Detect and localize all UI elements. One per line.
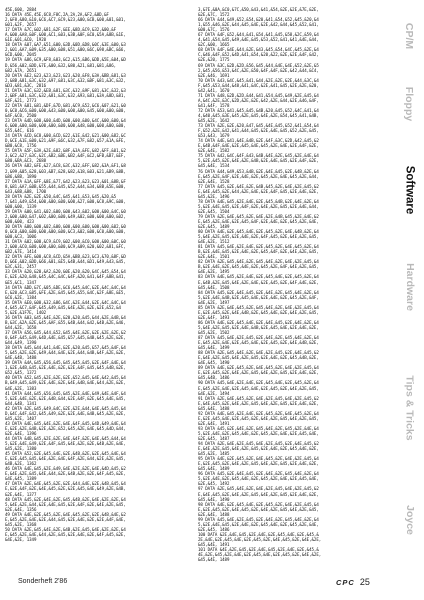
listing-line: 90 DATA &45,&4E,&2E,&4E,&2E,&45,&4E,&2E,&45,&2E,&4 — [198, 380, 319, 386]
listing-line: 69 DATA &3C,&2D,&2D,&56,&45,&44,&4E,&4E,&52,&2E,&5 — [198, 62, 319, 68]
listing-line: &4E,&2E, 1349 — [5, 536, 37, 542]
listing-line: B,&2E,&4E,&2E,&45,&4E,&2E,&45,&2E,&4F,&4E,&2E,&45, — [198, 264, 319, 270]
listing-line: 87 DATA &45,&4E,&2E,&45,&2E,&4E,&2E,&45,&4E,&2E,&4 — [198, 335, 319, 341]
listing-line: E,&2E,&45,&2E,&4E,&4B,&2E,&45,&4E,&2E,&4E,&2E,&45, — [198, 309, 319, 315]
listing-line: 25 DATA &5F,&3A,&2E,&82,&8F,&3A,&FE,&82,&FF,&01,&2 — [5, 148, 126, 154]
listing-line: 44 DATA &4B,&45,&2E,&2E,&4E,&4F,&2E,&4E,&45,&44,&4 — [5, 435, 126, 441]
listing-line: &00,&00, 423 — [5, 218, 34, 224]
listing-line: E,&4E,&2E,&45,&4E,&44,&2E,&4B,&2E,&2E,&4F,&45,&2E, — [5, 471, 126, 477]
listing-line: 35 DATA &E0,&00,&32,&86,&4C,&2E,&44,&2E,&4C,&4C,&4 — [5, 299, 126, 305]
listing-line: 67 DATA &4F,&52,&44,&41,&54,&41,&45,&58,&2C,&59,&4 — [198, 32, 319, 38]
listing-line: 6,&00,&00,&00,&00,&00,&00,&00,&48,&00,&00,&00,&00, — [5, 123, 126, 129]
listing-line: &82,&7A, 2651 — [5, 67, 37, 73]
listing-line: E,&2E,&45,&2E,&4E,&45,&2E,&4E,&2E,&45,&4E,&2E,&45, — [198, 506, 319, 512]
listing-line: E,&4B,&2E,&45,&4E,&2E,&4E,&2E,&45,&2E,&4F,&4E,&2E, — [198, 279, 319, 285]
listing-line: 50 DATA &2E,&45,&4E,&2E,&4B,&2E,&45,&4E,&2E,&2E,&4 — [5, 526, 126, 532]
listing-line: 38 DATA &45,&44,&41,&4E,&2E,&20,&45,&57,&45,&4F,&4 — [5, 345, 126, 351]
listing-line: 48 DATA &45,&2E,&4E,&2E,&45,&4B,&2E,&4E,&2E,&2E,&4 — [5, 496, 126, 502]
listing-line: 93 DATA &45,&2E,&4E,&2E,&45,&4E,&2E,&45,&2E,&4E,&4 — [198, 425, 319, 431]
tab-software-label: Software — [403, 165, 416, 215]
listing-line: &44,&4B, 1341 — [5, 400, 37, 406]
listing-line: 2,&00,&00,&47,&02,&00,&00,&49,&02,&00,&00,&00,&02, — [5, 213, 126, 219]
listing-line: E,&45,&2E,&4E,&2E,&45,&4F,&2E,&4E,&2E,&45,&2E,&4E, — [198, 218, 319, 224]
magazine-brand: CPC — [336, 577, 355, 587]
listing-line: E,&2E,&45,&4E,&2E,&45,&2E,&4E,&2E,&45,&4E,&2E,&45, — [198, 415, 319, 421]
listing-line: 32 DATA &FE,&00,&C8,&CD,&5A,&BB,&23,&C3,&70,&8F,&D — [5, 254, 126, 260]
listing-line: 4,&41,&54,&45,&49,&4E,&45,&53,&52,&41,&41,&4E,&44, — [198, 37, 319, 43]
listing-line: 97 DATA &2E,&45,&4E,&2E,&4E,&2E,&45,&4E,&2E,&45,&2 — [198, 486, 319, 492]
listing-line: 49 DATA &4E,&2E,&45,&2E,&4E,&45,&2E,&2E,&4B,&4E,&2 — [5, 511, 126, 517]
listing-line: &45,&2E, 1380 — [5, 446, 37, 452]
listing-line: 88 DATA &2E,&45,&4E,&2E,&4E,&2E,&45,&2E,&4E,&45,&2 — [198, 350, 319, 356]
listing-line: &42,&41, 1670 — [198, 87, 230, 93]
listing-line: 46 DATA &4E,&45,&2E,&49,&4E,&2E,&2E,&4E,&4D,&45,&2 — [5, 466, 126, 472]
listing-line: &2E,&4E, 1501 — [198, 254, 230, 260]
listing-line: E,&20,&C3,&85,&FE,&2E,&45,&45,&55,&4C,&2F,&8E,&E5, — [5, 289, 126, 295]
listing-line: 2E,&4E,&2E,&45,&4E,&2E,&45,&2E,&4E,&45,&2E,&4E,&2E, — [198, 536, 322, 542]
listing-line: 37 DATA &56,&45,&44,&52,&45,&4E,&2E,&2E,&2E,&2E,&2 — [5, 330, 126, 335]
listing-line: &45,&4E, 1489 — [198, 466, 230, 472]
listing-line: &55,&4C, 616 — [5, 128, 34, 134]
listing-column-left — [5, 7, 190, 572]
tab-hardware[interactable] — [395, 238, 424, 336]
tab-cpm-label: CP/M — [403, 22, 416, 50]
listing-line: &4B,&2E, 1362 — [5, 461, 37, 467]
listing-line: 45E,600, 2884 — [5, 7, 37, 12]
listing-line: D,&CE,&1E,&00,&21,&9F,&6C,&32,&7F,&82,&57,&1A,&FE, — [5, 138, 126, 144]
listing-line: 2,&01,&A7,&09,&35,&00,&08,&51,&00,&6C,&98,&BC,&66, — [5, 47, 126, 53]
listing-line: 20 DATA &E2,&23,&23,&23,&23,&20,&F8,&3A,&BB,&81,&3 — [5, 72, 126, 78]
listing-line: 5,&4E,&2E,&45,&2E,&4E,&2E,&4F,&45,&2E,&4E,&2E,&45, — [198, 234, 319, 240]
listing-line: &2E,&4E, 1491 — [198, 420, 230, 426]
listing-line: &2E,&4E, 1488 — [198, 511, 230, 517]
listing-line: &2E,&45, 1489 — [198, 224, 230, 230]
listing-column-right — [198, 7, 382, 572]
listing-line: &4E,&2E, 1512 — [198, 239, 230, 245]
listing-line: 0,&C0,&00,&00,&00,&00,&00,&C3,&02,&00,&C0,&00,&00, — [5, 229, 126, 235]
listing-line: D,&56,&02,&DD,&7E,&00,&32,&80,&21,&81,&81,&86, — [5, 62, 117, 68]
listing-line: 5,&2E,&1F7E, 1402 — [5, 309, 47, 315]
listing-line: 17 DATA &7C,&02,&81,&2F,&EE,&8D,&C9,&32,&00,&F — [5, 27, 117, 33]
listing-line: E,&2E,&45,&45,&4E,&2E,&4E,&4F,&2E,&44,&2E,&2E,&45, — [5, 456, 126, 462]
listing-line: &2E,&45, 1492 — [198, 481, 230, 487]
listing-line: E,&2E,&45,&2E,&4E,&2E,&45,&4E,&2E,&45,&2E,&4E,&2E, — [198, 370, 319, 376]
listing-line: 70 DATA &43,&4C,&45,&41,&44,&2E,&2E,&2E,&44,&3C,&4 — [198, 77, 319, 83]
listing-line: 76 DATA &44,&49,&53,&4B,&2E,&4E,&45,&2E,&4B,&2E,&4 — [198, 168, 319, 174]
listing-line: E,&4B,&4F,&4E,&2E,&45,&4E,&45,&2E,&4E,&2E,&4F,&2E, — [198, 143, 319, 149]
listing-line: &4E,&2E, 1494 — [198, 390, 230, 396]
tab-floppy[interactable] — [395, 66, 424, 142]
listing-line: 23 DATA &4D,&00,&00,&4D,&00,&00,&00,&4C,&00,&00,&4 — [5, 118, 126, 124]
listing-line: E,&4E,&2E,&45,&4E,&2E,&45,&2E,&4E,&2E,&45,&4B,&2E, — [198, 355, 319, 361]
listing-line: &4E,&45, 1389 — [5, 476, 37, 482]
listing-line: &E5,&C1, 1347 — [5, 279, 37, 285]
listing-line: &44,&49, 1390 — [5, 340, 37, 346]
tab-hardware-label: Hardware — [403, 263, 416, 311]
listing-line: E,&2E,&20,&48,&45,&4C,&4C,&4F,&20,&41,&4F,&8B,&41, — [5, 274, 126, 280]
tab-cpm[interactable] — [395, 8, 424, 64]
listing-line: F,&52,&2E,&42,&41,&44,&45,&2E,&4E,&45,&52,&2E,&45, — [198, 128, 319, 134]
listing-line: 5,&2E,&45,&2E,&4E,&2E,&4B,&2E,&4E,&45,&2E,&4F,&2E, — [198, 158, 319, 164]
listing-line: E,&45,&2E,&4E,&2E,&45,&4E,&2E,&45,&2E,&4E,&2E,&45, — [198, 385, 319, 391]
listing-line: &2E,&4E, 1377 — [5, 491, 37, 497]
listing-line: 83 DATA &4E,&45,&2E,&4E,&2E,&45,&4E,&2E,&45,&2E,&4 — [198, 274, 319, 280]
page-footer — [336, 577, 370, 587]
listing-line: 4E,&2E,&45,&2E,&4E,&2E,&45,&4E,&2E,&45,&2E,&4E,&2E, — [198, 552, 322, 558]
listing-line: &43,&8B,&88, 1700 — [5, 188, 47, 194]
listing-line: &2E,&45, 1504 — [198, 208, 230, 214]
listing-line: &4F,&21, 2773 — [5, 97, 37, 103]
listing-line: &2E,&4F, 1493 — [198, 314, 230, 320]
listing-line: &4E,&2E, 1383 — [5, 385, 37, 391]
listing-line: D,&6E,&02,&DD,&66,&01,&E5,&4B,&44,&D1,&49,&43,&45, — [5, 259, 126, 265]
page-number: 25 — [359, 577, 370, 587]
listing-line: 2,&BF,&81,&3C,&32,&81,&3C,&32,&93,&81,&3A,&8D,&81, — [5, 92, 126, 98]
listing-line: 39 DATA &4A,&45,&56,&45,&45,&45,&45,&2E,&4F,&4E,&4 — [5, 360, 126, 366]
listing-line: 74 DATA &4E,&41,&4E,&4B,&2E,&4F,&3C,&2D,&42,&45,&2 — [198, 138, 319, 144]
listing-line: &44,&2E, 1658 — [5, 324, 37, 330]
listing-line: &45,&4E, 1490 — [198, 496, 230, 502]
listing-line: 73 DATA &2E,&2E,&20,&47,&45,&4E,&45,&52,&41,&54,&4 — [198, 123, 319, 129]
listing-line: E,&4E,&2E,&45,&4E,&2E,&45,&2E,&4E,&2E,&45,&4E,&2E, — [198, 446, 319, 452]
listing-line: B,&3C,&2A,&2E,&45,&AF,&55,&4B,&44,&42,&4B,&2E,&46, — [5, 319, 126, 325]
listing-line: F,&45,&53,&44,&48,&41,&4C,&2E,&41,&45,&2E,&2E,&20, — [198, 82, 319, 88]
listing-line: 30 DATA &00,&00,&02,&00,&00,&00,&00,&00,&00,&02,&0 — [5, 224, 126, 230]
listing-line: &80,&BA,&C3, 2688 — [5, 158, 47, 164]
listing-line: 5,&4E,&2E,&45,&2E,&4E,&4B,&2E,&45,&4E,&2E,&4E,&2E, — [198, 324, 319, 330]
listing-line: &2E,&45, 1487 — [198, 435, 230, 441]
listing-line: B,&49,&45,&49,&2E,&4E,&2E,&4E,&4B,&4E,&44,&2E,&2E, — [5, 380, 126, 386]
listing-line: E,&2E,&2E,&4B,&2E,&2E,&52,&45,&2E,&4E,&45,&4D,&44, — [5, 425, 126, 431]
listing-line: 2,&99,&05,&28,&03,&B7,&28,&82,&18,&03,&21,&B9,&8B, — [5, 168, 126, 174]
listing-line: 78 DATA &4E,&45,&2E,&4E,&2E,&45,&4B,&2E,&4E,&2E,&4 — [198, 198, 319, 204]
listing-line: 18 DATA &07,&A7,&51,&00,&3D,&0D,&D8,&0C,&3E,&00,&3 — [5, 42, 126, 48]
listing-line: E,&2E,&45,&2E,&4E,&2E,&45,&4E,&2E,&45,&2E,&4E,&2E, — [198, 461, 319, 467]
listing-line: &2E,&45, 1486 — [198, 526, 230, 532]
listing-line: 21 DATA &3C,&32,&EB,&81,&3C,&32,&9F,&81,&3C,&32,&3 — [5, 87, 126, 93]
listing-line: &4E,&2E, 1495 — [198, 269, 230, 275]
listing-line: 2,&8B,&81,&3C,&32,&97,&81,&3C,&32,&BF,&81,&3C,&32, — [5, 77, 126, 83]
listing-line: 5,&2E,&4E,&2E,&45,&4E,&2E,&45,&2E,&4E,&2E,&45,&4E, — [198, 476, 319, 482]
listing-line: &2C,&00, 1665 — [198, 42, 230, 48]
listing-line: &45,&4E, 1508 — [198, 284, 230, 290]
issue-label: Sonderheft 2'86 — [18, 578, 68, 585]
listing-line: 94 DATA &2E,&4E,&2E,&45,&4E,&2E,&45,&2E,&4E,&45,&2 — [198, 441, 319, 447]
listing-line: &45,&4E, 1499 — [198, 345, 230, 351]
listing-line: B,&2E,&4E,&45,&2E,&4E,&2E,&45,&4F,&2E,&4E,&2E,&45, — [198, 249, 319, 255]
listing-line: 33 DATA &20,&20,&A2,&20,&0E,&20,&20,&4C,&45,&54,&4 — [5, 269, 126, 275]
listing-line: &45,&4B, 1486 — [198, 375, 230, 381]
tab-floppy-label: Floppy — [403, 86, 416, 122]
listing-line: E,&45,&2E,&4F,&2E,&4E,&2E,&45,&2E,&4E,&45,&2E,&44, — [198, 173, 319, 179]
listing-line: 2,&F8,&80,&10,&C6,&C7,&C9,&23,&00,&CB,&00,&01,&01, — [5, 17, 126, 23]
listing-line: 92 DATA &4E,&45,&2E,&4E,&2E,&45,&2E,&4E,&45,&2E,&4 — [198, 410, 319, 416]
listing-line: 101 DATA &4E,&2E,&45,&2E,&4E,&45,&2E,&4E,&2E,&45,& — [198, 547, 319, 553]
listing-line: 29 DATA &00,&41,&02,&00,&00,&43,&02,&00,&00,&4C,&0 — [5, 208, 126, 214]
tab-tips-tricks-label: Tips & Tricks — [403, 375, 416, 441]
listing-line: &00,&7C, 1576 — [198, 27, 230, 33]
tab-joyce-label: Joyce — [403, 505, 416, 535]
listing-line: 40 DATA &52,&45,&2E,&2E,&2E,&52,&45,&4E,&42,&45,&4 — [5, 375, 126, 381]
listing-line: 2,&45,&56,&53,&4C,&2E,&50,&4F,&4F,&2E,&42,&44,&C4, — [198, 67, 319, 73]
listing-line: 71 DATA &48,&2D,&2D,&44,&41,&54,&45,&49,&2E,&45,&4 — [198, 92, 319, 98]
listing-line: &53,&43, 1679 — [198, 133, 230, 139]
listing-line: 27 DATA &1A,&FF,&8E,&77,&42,&23,&23,&23,&01,&8B,&F — [5, 178, 126, 184]
listing-line: &00,&00, 1339 — [5, 203, 37, 209]
listing-line: &45,&4E, 1534 — [198, 163, 230, 169]
listing-line: &4F,&C0, 2500 — [5, 112, 37, 118]
listing-line: 81 DATA &45,&4E,&2E,&4E,&2E,&45,&2E,&4E,&45,&2E,&4 — [198, 244, 319, 250]
listing-line: 4,&45,&C7,&4F,&45,&49,&45,&4E,&2E,&2E,&2E,&52,&4 — [5, 304, 121, 310]
listing-line: 99 DATA &45,&4E,&2E,&45,&2E,&4E,&2E,&45,&4E,&2E,&4 — [198, 516, 319, 522]
listing-line: 36 DATA &03,&45,&4E,&2E,&20,&20,&45,&44,&2E,&4B,&4 — [5, 314, 126, 320]
listing-line: &4E,&4B, 1488 — [5, 355, 37, 361]
listing-line: &2E,&20, 1775 — [198, 57, 230, 63]
listing-line: 5,&45,&2E,&2E,&49,&44,&4E,&2E,&44,&4B,&4F,&2E,&2E, — [5, 350, 126, 356]
listing-line: 5,&2E,&4E,&2E,&2E,&4B,&44,&2E,&4F,&2E,&45,&4E,&45, — [5, 395, 126, 401]
listing-line: 75 DATA &42,&4C,&4F,&43,&4B,&4E,&2E,&45,&2E,&4E,&4 — [198, 153, 319, 159]
listing-line: A,&4C,&2E,&3C,&2D,&2E,&2E,&42,&2E,&44,&2E,&46,&4F, — [198, 97, 319, 103]
tab-software[interactable] — [395, 144, 424, 236]
listing-line: E,&2E,&4F,&2E,&4E,&45,&2E,&2E,&45,&4E,&49,&2E,&4B, — [5, 486, 126, 492]
listing-line: 24 DATA &CD,&C8,&00,&CD,&22,&1E,&42,&21,&00,&82,&C — [5, 133, 126, 139]
listing-line: &B0,&C8, 1756 — [5, 143, 37, 149]
listing-line: &2E,&46, 1691 — [198, 72, 230, 78]
listing-line: &4E,&45, 1490 — [198, 360, 230, 366]
listing-line: 3,&C2,&27,&3C,&2C,&B2,&BE,&B2,&4F,&C2,&FB,&B7,&EF, — [5, 153, 126, 159]
listing-line: 91 DATA &2E,&4E,&45,&2E,&4E,&2E,&45,&4E,&2E,&45,&2 — [198, 395, 319, 401]
listing-line: 77 DATA &45,&2E,&4E,&2E,&4B,&45,&2E,&4E,&2E,&45,&2 — [198, 183, 319, 189]
listing-line: 5,&2E,&4E,&45,&2E,&4E,&2E,&45,&4E,&2E,&45,&2E,&4E, — [198, 521, 319, 527]
listing-line: 31 DATA &02,&00,&C9,&C9,&02,&00,&C0,&00,&00,&0C,&0 — [5, 239, 126, 245]
listing-line: &2E,&4E, 1582 — [198, 148, 230, 154]
listing-line: 98 DATA &4E,&2E,&45,&4E,&2E,&45,&2E,&4E,&2E,&45,&4 — [198, 501, 319, 507]
listing-line: 79 DATA &2E,&4E,&45,&2E,&4E,&2E,&4B,&45,&2E,&4E,&2 — [198, 213, 319, 219]
listing-line: E,&4E,&45,&2E,&4E,&2E,&45,&4E,&2E,&45,&2E,&4E,&2E, — [198, 491, 319, 497]
listing-line: 2,&00,&C0,&00,&00,&00,&00,&C9,&09,&20,&02,&81,&FC, — [5, 244, 126, 250]
listing-line: 1,&2E,&4B,&45,&2E,&4E,&2E,&2E,&4F,&45,&45,&4B,&2E, — [5, 365, 126, 371]
listing-line: 26 DATA &82,&FE,&27,&C8,&3C,&32,&FF,&82,&3A,&F1,&8 — [5, 163, 126, 169]
listing-line: 47 DATA &2E,&4E,&45,&2E,&2E,&44,&4E,&2E,&4B,&45,&4 — [5, 481, 126, 487]
listing-line: 82 DATA &2E,&45,&4E,&2E,&45,&4E,&2E,&4E,&2E,&45,&4 — [198, 259, 319, 265]
listing-line: &45,&2E, 1485 — [198, 451, 230, 457]
listing-line: &41,&4F, 1578 — [198, 102, 230, 108]
listing-line: 7,&41,&49,&54,&00,&00,&00,&00,&27,&00,&C8,&9C,&00, — [5, 198, 126, 204]
listing-line: &45,&2E, 1368 — [5, 521, 37, 527]
listing-line: D,&4C,&4F,&42,&45,&49,&2E,&2E,&4E,&4B,&45,&2E,&2E, — [5, 410, 126, 416]
listing-line: &4E,&2E, 1497 — [198, 299, 230, 305]
tab-tips-tricks[interactable] — [395, 338, 424, 478]
listing-line: 3,&7E,&0A,&C0,&7C,&50,&43,&41,&54,&2E,&2E,&7E,&2E, — [198, 7, 319, 12]
listing-line: E,&4E,&45,&2E,&44,&2E,&4E,&2E,&4F,&45,&2E,&4E,&2E, — [198, 188, 319, 194]
listing-line: 80 DATA &4E,&2E,&45,&4E,&2E,&45,&2E,&4E,&4B,&2E,&4 — [198, 229, 319, 235]
listing-line: 0,&C0,&C6,&00,&00,&43,&00,&00,&00,&45,&00,&00,&00, — [5, 107, 126, 113]
listing-line: 41 DATA &44,&45,&56,&45,&45,&2E,&4E,&49,&4E,&4F,&4 — [5, 390, 126, 396]
listing-line: 89 DATA &4E,&2E,&45,&2E,&4E,&45,&2E,&4E,&2E,&45,&4 — [198, 365, 319, 371]
listing-line: 5,&2E,&4E,&45,&2E,&4F,&2E,&4E,&2E,&45,&2E,&4E,&44, — [198, 203, 319, 209]
listing-line: 19 DATA &86,&C9,&F8,&03,&C2,&15,&B6,&DD,&5E,&04,&D — [5, 57, 126, 63]
listing-line: &2E,&4E, 1356 — [5, 506, 37, 512]
listing-line: &00,&C3, 1006 — [5, 234, 37, 240]
listing-line: 5,&2E,&4E,&4B,&2E,&45,&4E,&2E,&4E,&2E,&45,&2E,&4F, — [198, 294, 319, 300]
listing-line: &3C,&31, 2457 — [5, 264, 37, 270]
listing-line: 85 DATA &2E,&4E,&45,&2E,&45,&4E,&2E,&4E,&2E,&45,&4 — [198, 304, 319, 310]
listing-line: 8,&81,&A7,&0B,&55,&44,&45,&52,&44,&34,&8B,&5E,&00, — [5, 183, 126, 189]
listing-line: &2E,&4E, 1528 — [198, 178, 230, 184]
listing-line: &45,&4E, 1491 — [198, 541, 230, 547]
listing-line: &1E,&01,&C0, 1920 — [5, 37, 47, 43]
listing-line: 72 DATA &53,&41,&45,&45,&4B,&20,&45,&52,&4C,&41,&4 — [198, 107, 319, 113]
listing-line: 45 DATA &52,&2E,&45,&4E,&2E,&4B,&2E,&2E,&45,&4E,&4 — [5, 451, 126, 457]
listing-line: &01,&2F, 2657 — [5, 22, 37, 28]
listing-line: 4,&40,&45,&3E,&45,&2E,&45,&4E,&2E,&54,&45,&41,&4B, — [198, 112, 319, 118]
listing-line: 100 DATA &2E,&4E,&45,&2E,&4E,&2E,&45,&4E,&2E,&45,& — [198, 531, 319, 537]
listing-line: C,&46,&4F,&52,&4D,&41,&54,&20,&22,&2E,&2E,&4F,&42, — [198, 52, 319, 58]
listing-line: 0,&4F,&45,&49,&4D,&4E,&45,&57,&45,&4B,&45,&2E,&2E, — [5, 335, 126, 341]
listing-line: 84 DATA &45,&2E,&4E,&45,&2E,&4E,&2E,&45,&4E,&2E,&4 — [198, 289, 319, 295]
tab-joyce[interactable] — [395, 480, 424, 560]
listing-line: 66 DATA &44,&49,&52,&54,&20,&41,&54,&52,&45,&20,&4 — [198, 17, 319, 23]
listing-line: 28 DATA &2E,&2E,&50,&4C,&45,&41,&53,&45,&20,&5 — [5, 193, 117, 199]
listing-line: &CD,&00, 2045 — [5, 52, 37, 58]
listing-line: 5,&2E,&4E,&2E,&45,&4E,&2E,&45,&2E,&4E,&2E,&45,&4E, — [198, 430, 319, 436]
listing-line: &45,&2E, 1407 — [5, 415, 37, 421]
listing-line: A,&00,&A8,&0F,&00,&C1,&03,&3B,&0F,&C0,&5A,&8B,&1E, — [5, 32, 126, 38]
listing-line: &2E,&7C, 1572 — [198, 12, 230, 18]
listing-line: &45,&2E, 1502 — [198, 330, 230, 335]
listing-line: 34 DATA &DD,&7C,&05,&DE,&C6,&45,&4C,&2E,&4C,&4C,&4 — [5, 284, 126, 290]
listing-line: &86,&8B, 1890 — [5, 173, 37, 179]
listing-line: 5,&4E,&2E,&44,&2E,&4E,&45,&2E,&4F,&2E,&4E,&2E,&45, — [5, 501, 126, 507]
listing-line: E,&4E,&45,&2E,&4E,&2E,&45,&4E,&2E,&45,&2E,&4E,&2E, — [198, 400, 319, 406]
listing-line: 86 DATA &4E,&2E,&45,&4E,&2E,&4E,&45,&2E,&4E,&2E,&4 — [198, 319, 319, 325]
listing-line: &45,&2E, 1496 — [198, 193, 230, 199]
listing-line: 16 DATA 45E,45E,6C8,F8C,2A,2A,2A,&F2,&8D,&F — [5, 12, 109, 18]
listing-line: &45,&2E, 1642 — [198, 118, 230, 124]
listing-line: 22 DATA &81,&81,&DF,&7D,&81,&C9,&52,&C6,&07,&21,&0 — [5, 102, 126, 108]
listing-line: 42 DATA &2E,&45,&49,&4C,&2E,&2E,&44,&4E,&45,&45,&4 — [5, 405, 126, 411]
listing-line: &45,&4E, 1488 — [198, 405, 230, 411]
listing-line: &C6,&2E, 1384 — [5, 294, 37, 300]
listing-line: E,&45,&2E,&4E,&2E,&44,&45,&2E,&4E,&2E,&2E,&4F,&4E, — [5, 516, 126, 522]
listing-line: &45,&4E, 1489 — [198, 557, 230, 563]
listing-line: &52,&45, 1372 — [5, 370, 37, 376]
listing-line: 68 DATA &4F,&4E,&44,&2E,&43,&45,&54,&4C,&45,&2E,&4 — [198, 47, 319, 53]
listing-line: 1,&55,&46,&2E,&44,&45,&4E,&2E,&42,&44,&45,&52,&41, — [198, 22, 319, 28]
section-sidebar — [395, 0, 424, 600]
listing-line: 43 DATA &4E,&45,&4E,&2E,&4E,&4F,&45,&4D,&49,&4E,&4 — [5, 420, 126, 426]
listing-line: 96 DATA &45,&2E,&4E,&45,&2E,&4E,&2E,&45,&4E,&2E,&4 — [198, 471, 319, 477]
listing-line: 5,&2E,&4E,&49,&2E,&4F,&45,&4E,&2E,&2E,&4B,&2E,&4E, — [5, 441, 126, 447]
listing-line: E,&45,&2E,&4E,&44,&2E,&45,&2E,&4E,&2E,&4F,&45,&2E, — [5, 531, 126, 537]
listing-line: E,&45,&2E,&4E,&2E,&45,&4E,&2E,&45,&2E,&4E,&4B,&2E, — [198, 340, 319, 346]
listing-line: 95 DATA &4E,&2E,&45,&2E,&4E,&45,&2E,&4E,&2E,&45,&4 — [198, 456, 319, 462]
listing-line: &2E,&4E, 1396 — [5, 430, 37, 436]
listing-line: &D3,&81,&3C, 2816 — [5, 82, 47, 88]
listing-line: &B2,&7E, 1414 — [5, 249, 37, 255]
